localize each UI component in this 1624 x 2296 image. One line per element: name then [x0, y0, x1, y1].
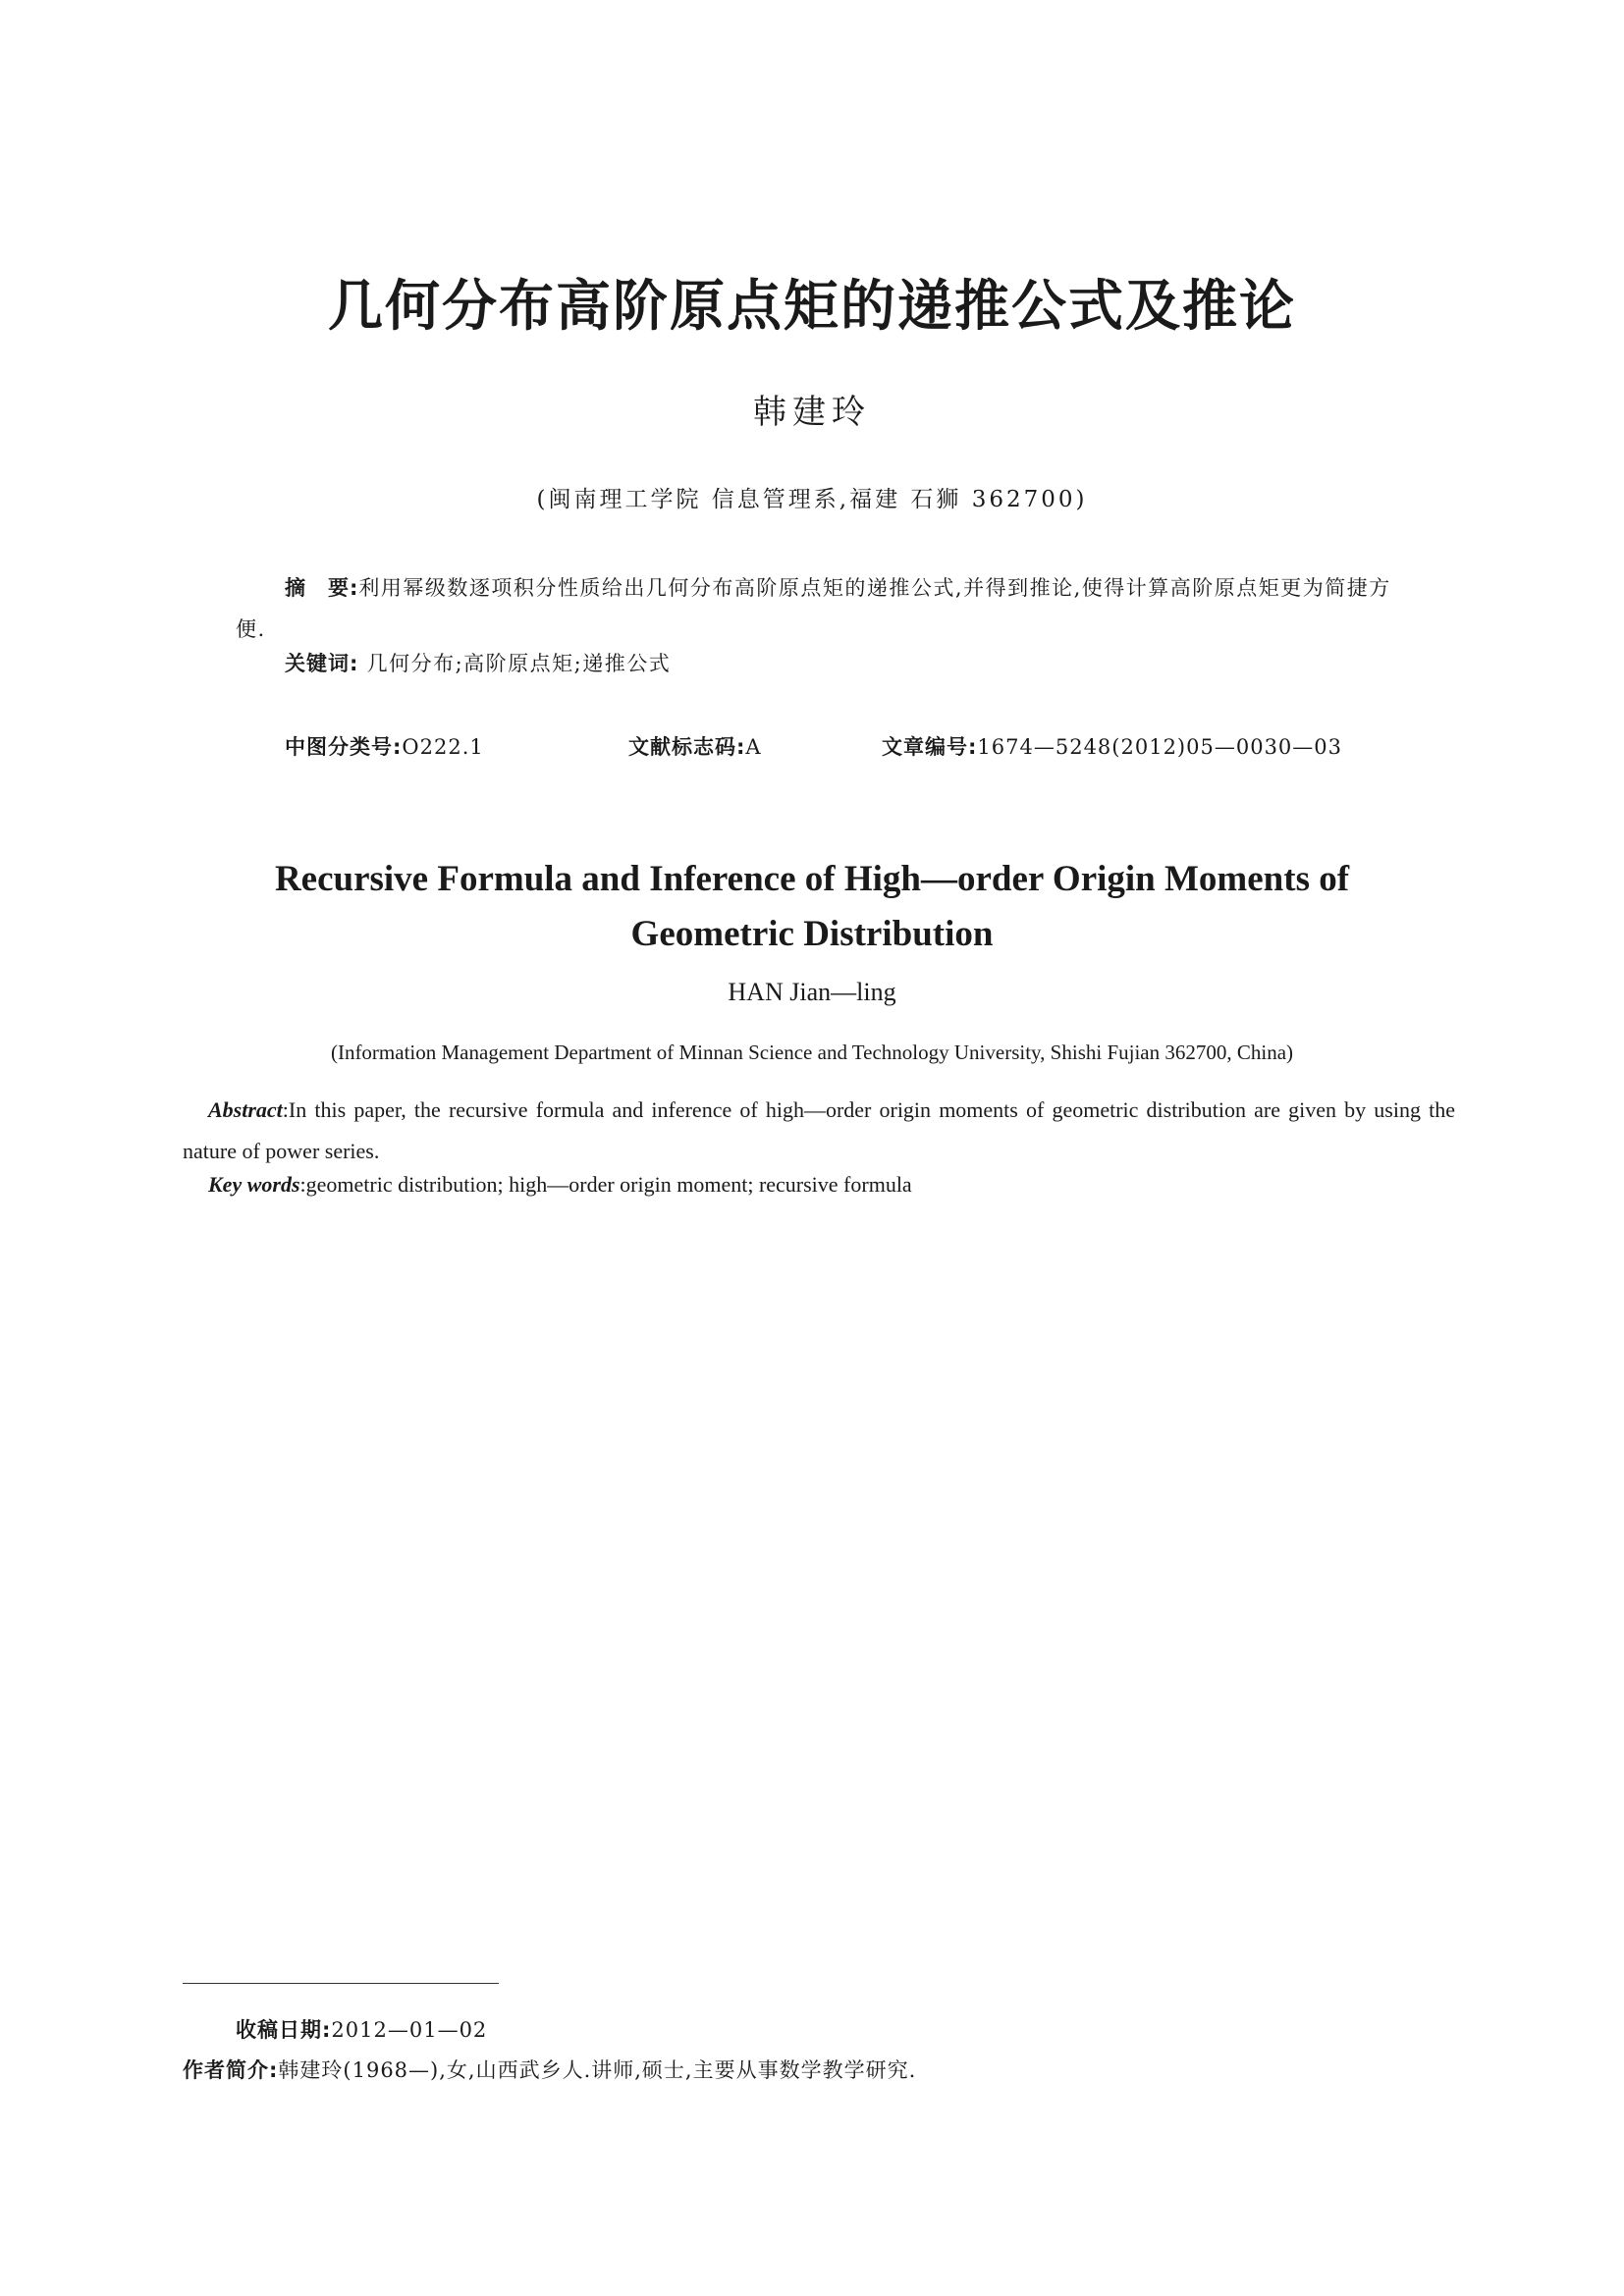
classification-number [285, 731, 484, 761]
article-no-value: 1674—5248(2012)05—0030—03 [977, 735, 1343, 759]
received-value: 2012—01—02 [331, 2018, 488, 2042]
english-abstract-label: Abstract [208, 1097, 283, 1122]
article-no-label: 文章编号: [882, 735, 978, 759]
author-bio-value: 韩建玲(1968—),女,山西武乡人.讲师,硕士,主要从事数学教学研究. [278, 2058, 917, 2082]
english-keywords [208, 1172, 912, 1198]
chinese-keywords-label: 关键词: [285, 652, 359, 675]
chinese-abstract [236, 567, 1404, 650]
document-code [628, 731, 762, 761]
english-abstract-text: In this paper, the recursive formula and inference of high—order origin moments of geometric distribution are given by using the nature of power series. [183, 1097, 1455, 1163]
footnote-received [236, 2014, 487, 2044]
chinese-keywords-text: 几何分布;高阶原点矩;递推公式 [366, 652, 672, 675]
doc-code-value: A [745, 735, 762, 759]
english-abstract-sep: : [282, 1097, 289, 1122]
chinese-author: 韩建玲 [753, 393, 871, 432]
english-affiliation: (Information Management Department of Minnan Science and Technology University, Shishi Fujian 362700, China) [330, 1041, 1294, 1064]
chinese-abstract-text: 利用幂级数逐项积分性质给出几何分布高阶原点矩的递推公式,并得到推论,使得计算高阶原点矩更为简捷方便. [236, 576, 1391, 641]
english-keywords-text: geometric distribution; high—order origin moment; recursive formula [305, 1172, 912, 1197]
clc-value: O222.1 [402, 735, 484, 759]
chinese-keywords [285, 648, 671, 677]
footnote-author-bio [183, 2055, 916, 2084]
footnote-divider [183, 1983, 499, 1984]
doc-code-label: 文献标志码: [628, 735, 746, 759]
article-number [882, 731, 1342, 761]
english-abstract [183, 1090, 1455, 1172]
english-keywords-sep: : [299, 1172, 306, 1197]
english-keywords-label: Key words [208, 1172, 300, 1197]
chinese-abstract-label: 摘 要: [285, 576, 359, 600]
received-label: 收稿日期: [236, 2018, 332, 2042]
author-bio-label: 作者简介: [183, 2058, 279, 2082]
clc-label: 中图分类号: [285, 735, 403, 759]
chinese-affiliation: (闽南理工学院 信息管理系,福建 石狮 362700) [536, 487, 1088, 512]
english-author: HAN Jian—ling [728, 978, 896, 1006]
english-title: Recursive Formula and Inference of High—order Origin Moments of Geometric Distribution [274, 859, 1350, 954]
chinese-title: 几何分布高阶原点矩的递推公式及推论 [328, 275, 1296, 339]
